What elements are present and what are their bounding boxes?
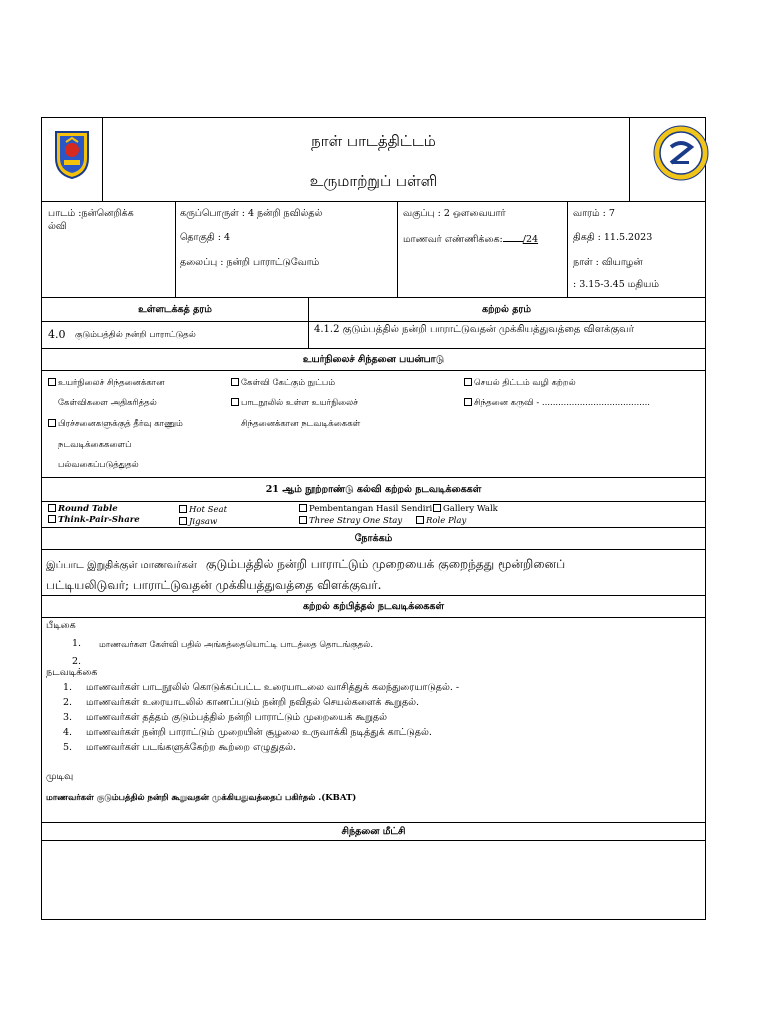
main-item-4-number: 4. (63, 727, 73, 738)
date-label: திகதி : 11.5.2023 (573, 232, 653, 243)
pak21-role-play[interactable]: Role Play (416, 515, 466, 527)
main-item-2-number: 2. (63, 697, 73, 708)
activities-body-row (42, 618, 705, 823)
hots-item-thinking-tool[interactable]: சிந்தனை கருவி - ........................................ (464, 397, 650, 409)
reflection-header-row (42, 823, 705, 841)
day-label: நாள் : வியாழன் (573, 257, 643, 268)
pak21-pembentangan[interactable]: Pembentangan Hasil Sendiri (299, 503, 432, 515)
checkbox[interactable] (464, 378, 472, 386)
pak21-hot-seat[interactable]: Hot Seat (179, 504, 227, 516)
activities-header: கற்றல் கற்பித்தல் நடவடிக்கைகள் (302, 601, 445, 612)
main-item-4: மாணவர்கள் நன்றி பாராட்டும் முறையின் சூழலை உருவாக்கி நடித்துக் காட்டுதல். (86, 727, 432, 738)
standards-header-row (42, 298, 705, 322)
lesson-plan-document (41, 117, 706, 920)
hots-item-project-learning[interactable]: செயல் திட்டம் வழி கற்றல் (464, 377, 576, 389)
checkbox[interactable] (231, 378, 239, 386)
objective-line2: பட்டியலிடுவர்; பாராட்டுவதன் முக்கியத்துவத்தை விளக்குவர். (46, 578, 382, 592)
week-label: வாரம் : 7 (573, 208, 615, 219)
school-name: உருமாற்றுப் பள்ளி (309, 172, 438, 190)
unit-label: தொகுதி : 4 (180, 232, 231, 243)
student-count-label: மாணவர் எண்ணிக்கை: (403, 234, 503, 245)
objective-line1-b: குடும்பத்தில் நன்றி பாராட்டும் முறையைக் குறைந்தது மூன்றினைப் (205, 557, 566, 571)
standards-content-row (42, 322, 705, 349)
reflection-header: சிந்தனை மீட்சி (341, 826, 406, 837)
theme-label: கருப்பொருள் : 4 நன்றி நவில்தல் (180, 208, 323, 219)
learning-standard-header: கற்றல் தரம் (482, 304, 531, 315)
hots-item-questions-cont: கேள்விகளை அதிகரித்தல் (58, 398, 157, 408)
hots-item-questioning-technique[interactable]: கேள்வி கேட்கும் நுட்பம் (231, 377, 335, 389)
main-item-1-number: 1. (63, 682, 73, 693)
subject-label: பாடம் :நன்னெறிக்க (48, 208, 134, 219)
header-row (42, 118, 705, 202)
circular-seal-logo (653, 125, 709, 181)
objective-header: நோக்கம் (354, 533, 393, 544)
info-row (42, 202, 705, 298)
pak21-think-pair-share[interactable]: Think-Pair-Share (48, 514, 140, 526)
learning-standard-text: 4.1.2 குடும்பத்தில் நன்றி பாராட்டுவதன் முக்கியத்துவத்தை விளக்குவர் (314, 324, 634, 335)
hots-body-row (42, 371, 705, 478)
time-label: : 3.15-3.45 மதியம் (573, 279, 659, 290)
checkbox[interactable] (48, 378, 56, 386)
hots-item-problem-solving[interactable]: பிரச்சனைகளுக்குத் தீர்வு காணும் (48, 418, 183, 430)
main-item-1: மாணவர்கள் பாடநூலில் கொடுக்கப்பட்ட உரையாடலை வாசித்துக் கலந்துரையாடுதல். - (86, 682, 460, 693)
activities-header-row (42, 596, 705, 618)
main-item-5-number: 5. (63, 742, 73, 753)
hots-header-row (42, 349, 705, 371)
checkbox[interactable] (231, 398, 239, 406)
intro-item-1-number: 1. (72, 638, 82, 649)
checkbox[interactable] (179, 517, 187, 525)
objective-line1 (46, 558, 565, 572)
subject-label-cont: ல்வி (48, 221, 67, 232)
document-title: நாள் பாடத்திட்டம் (311, 132, 436, 150)
student-count-value: /24 (522, 234, 539, 245)
checkbox[interactable] (299, 516, 307, 524)
main-item-3: மாணவர்கள் தத்தம் குடும்பத்தில் நன்றி பாராட்டும் முறையைக் கூறுதல் (86, 712, 387, 723)
pak21-round-table[interactable]: Round Table (48, 503, 118, 515)
checkbox[interactable] (299, 504, 307, 512)
main-item-3-number: 3. (63, 712, 73, 723)
pak21-gallery-walk[interactable]: Gallery Walk (433, 503, 498, 515)
class-label: வகுப்பு : 2 ஒளவையார் (403, 208, 506, 219)
closing-text: மாணவர்கள் குடும்பத்தில் நன்றி கூறுவதன் முக்கியதுவத்தைப் பகிர்தல் .(KBAT) (46, 793, 357, 803)
main-item-2: மாணவர்கள் உரையாடலில் காணப்படும் நன்றி நவிதல் செயல்களைக் கூறுதல். (86, 697, 420, 708)
hots-item-problem-solving-cont: நடவடிக்கைகளைப் (58, 440, 132, 450)
closing-label: முடிவு (46, 771, 74, 782)
checkbox[interactable] (179, 505, 187, 513)
pak21-body-row (42, 502, 705, 528)
objective-line1-a: இப்பாட இறுதிக்குள் மாணவர்கள் (46, 560, 197, 571)
content-standard-header: உள்ளடக்கத் தரம் (138, 304, 212, 315)
pak21-three-stray[interactable]: Three Stray One Stay (299, 515, 402, 527)
content-standard-text: குடும்பத்தில் நன்றி பாராட்டுதல் (75, 330, 196, 340)
checkbox[interactable] (48, 504, 56, 512)
checkbox[interactable] (48, 419, 56, 427)
checkbox[interactable] (433, 504, 441, 512)
checkbox[interactable] (464, 398, 472, 406)
hots-item-problem-solving-cont2: பல்வகைப்படுத்துதல் (58, 460, 139, 470)
pak21-header: 21 ஆம் நூற்றாண்டு கல்வி கற்றல் நடவடிக்கைகள் (265, 484, 482, 495)
intro-item-1: மாணவர்கள கேள்வி பதில் அங்கத்தையொட்டி பாடத்தை தொடங்குதல். (99, 640, 374, 650)
objective-header-row (42, 528, 705, 550)
content-standard-code: 4.0 (48, 328, 66, 341)
hots-header: உயர்நிலைச் சிந்தனை பயன்பாடு (302, 354, 445, 365)
student-count-blank (503, 232, 523, 242)
objective-body-row (42, 550, 705, 596)
topic-label: தலைப்பு : நன்றி பாராட்டுவோம் (180, 257, 320, 268)
checkbox[interactable] (48, 515, 56, 523)
checkbox[interactable] (416, 516, 424, 524)
student-count (403, 232, 538, 246)
main-item-5: மாணவர்கள் படங்களுக்கேற்ற கூற்றை எழுதுதல். (86, 742, 296, 753)
hots-item-questions[interactable]: உயர்நிலைச் சிந்தனைக்கான (48, 377, 164, 389)
pak21-jigsaw[interactable]: Jigsaw (179, 516, 217, 528)
main-activity-label: நடவடிக்கை (46, 667, 98, 678)
intro-label: பீடிகை (46, 620, 76, 631)
intro-item-2-number: 2. (72, 656, 82, 667)
hots-item-textbook-activities-cont: சிந்தனைக்கான நடவடிக்கைகள் (241, 419, 361, 429)
reflection-body-row[interactable] (42, 841, 705, 919)
hots-item-textbook-activities[interactable]: பாடநூலில் உள்ள உயர்நிலைச் (231, 397, 358, 409)
pak21-header-row (42, 478, 705, 502)
